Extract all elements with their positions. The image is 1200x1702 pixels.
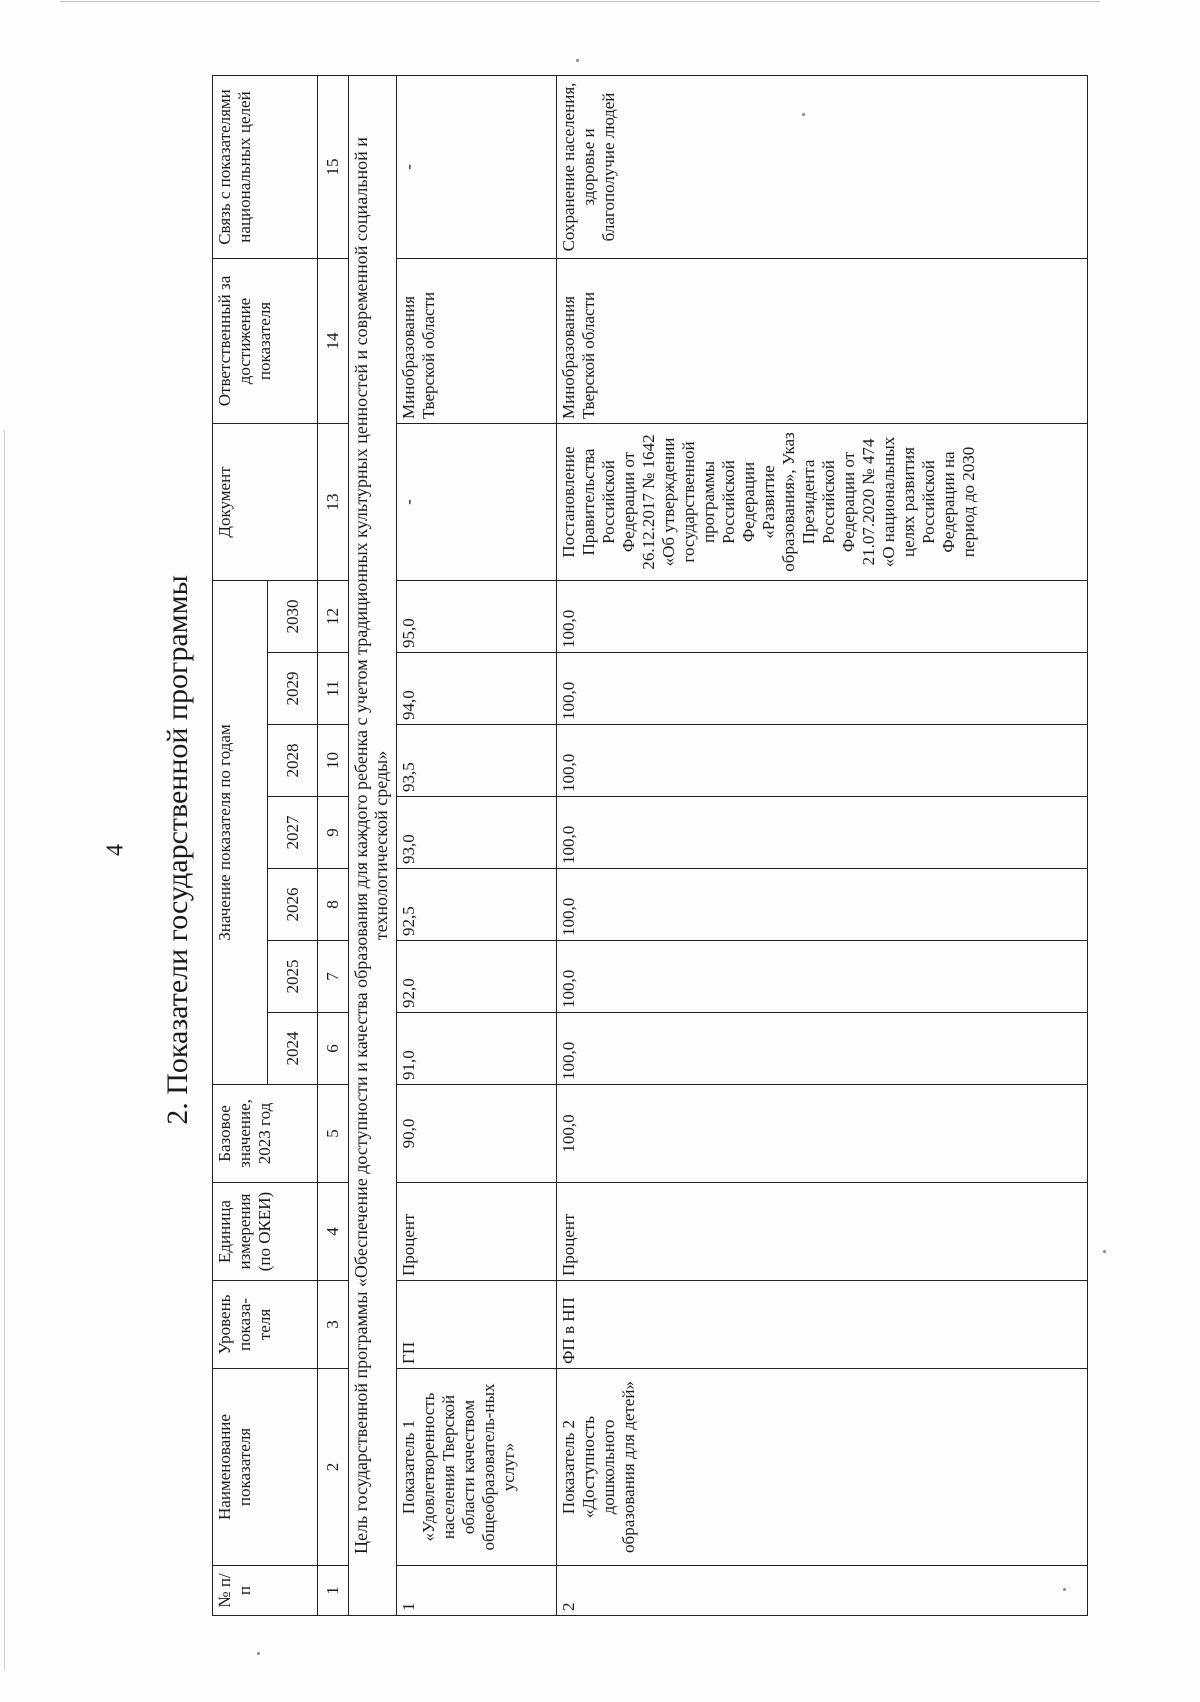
column-number-row: [318, 76, 349, 1616]
column-number: 1: [318, 1566, 349, 1616]
indicator-name: Показатель 1 «Удовлетворенность населения Тверской области качеством общеобразователь-ных услуг»: [397, 1369, 557, 1566]
base-value: 100,0: [557, 1085, 1088, 1183]
indicator-name: Показатель 2 «Доступность дошкольного образования для детей»: [557, 1369, 1088, 1566]
column-number: 11: [318, 653, 349, 725]
year-value: 100,0: [557, 797, 1088, 869]
header-year: 2024: [268, 1013, 318, 1085]
column-number: 8: [318, 869, 349, 941]
year-value: 100,0: [557, 869, 1088, 941]
year-value: 100,0: [557, 581, 1088, 653]
column-number: 9: [318, 797, 349, 869]
indicator-level: ФП в НП: [557, 1281, 1088, 1369]
indicator-responsible: Минобразования Тверской области: [397, 259, 557, 424]
indicator-document: -: [397, 424, 557, 581]
column-number: 15: [318, 76, 349, 259]
indicator-responsible: Минобразования Тверской области: [557, 259, 1088, 424]
header-year: 2028: [268, 725, 318, 797]
indicator-unit: Процент: [397, 1183, 557, 1281]
year-value: 94,0: [397, 653, 557, 725]
scan-speck: [576, 59, 579, 62]
header-values: Значение показателя по годам: [213, 581, 268, 1085]
header-responsible: Ответственный за достижение показателя: [213, 259, 318, 424]
row-no: 1: [397, 1566, 557, 1616]
column-number: 4: [318, 1183, 349, 1281]
scan-speck: [802, 113, 805, 116]
page-number: 4: [102, 844, 129, 856]
table-row: [557, 76, 1088, 1616]
header-name: Наименование показателя: [213, 1369, 318, 1566]
column-number: 6: [318, 1013, 349, 1085]
program-goal: Цель государственной программы «Обеспечение доступности и качества образования для каждого ребенка с учетом традиционных культурных ценностей и современной социальной и технологической среды»: [349, 76, 397, 1616]
column-number: 13: [318, 424, 349, 581]
header-link: Связь с показателями национальных целей: [213, 76, 318, 259]
year-value: 95,0: [397, 581, 557, 653]
indicator-level: ГП: [397, 1281, 557, 1369]
indicators-table: [212, 75, 1088, 1616]
year-value: 91,0: [397, 1013, 557, 1085]
indicator-link: Сохранение населения, здоровье и благополучие людей: [557, 76, 1088, 259]
year-value: 100,0: [557, 941, 1088, 1013]
header-year: 2027: [268, 797, 318, 869]
header-no: № п/п: [213, 1566, 318, 1616]
indicators-table-rotated: [212, 76, 1117, 1616]
scan-line-left: [4, 430, 5, 1670]
year-value: 93,5: [397, 725, 557, 797]
year-value: 92,5: [397, 869, 557, 941]
year-value: 100,0: [557, 1013, 1088, 1085]
column-number: 2: [318, 1369, 349, 1566]
scan-speck: [1103, 1250, 1106, 1253]
year-value: 100,0: [557, 653, 1088, 725]
scan-speck: [1063, 1588, 1066, 1591]
scan-speck: [257, 1652, 260, 1655]
column-number: 10: [318, 725, 349, 797]
year-value: 100,0: [557, 725, 1088, 797]
column-number: 5: [318, 1085, 349, 1183]
table-row: [397, 76, 557, 1616]
column-number: 12: [318, 581, 349, 653]
row-no: 2: [557, 1566, 1088, 1616]
header-level: Уровень показа-теля: [213, 1281, 318, 1369]
column-number: 14: [318, 259, 349, 424]
year-value: 93,0: [397, 797, 557, 869]
section-heading: 2. Показатели государственной программы: [161, 575, 194, 1125]
header-year: 2025: [268, 941, 318, 1013]
header-base: Базовое значение, 2023 год: [213, 1085, 318, 1183]
header-document: Документ: [213, 424, 318, 581]
scan-line-top: [60, 1, 1100, 2]
header-year: 2030: [268, 581, 318, 653]
base-value: 90,0: [397, 1085, 557, 1183]
year-value: 92,0: [397, 941, 557, 1013]
indicator-link: -: [397, 76, 557, 259]
column-number: 7: [318, 941, 349, 1013]
indicator-document: Постановление Правительства Российской Федерации от 26.12.2017 № 1642 «Об утверждении государственной программы Российской Федерации «Развитие образования», Указ Президента Российской Федерации от 21.07.2020 № 474 «О национальных целях развития Российской Федерации на период до 2030: [557, 424, 1088, 581]
header-unit: Единица измерения (по ОКЕИ): [213, 1183, 318, 1281]
column-number: 3: [318, 1281, 349, 1369]
indicator-unit: Процент: [557, 1183, 1088, 1281]
header-year: 2026: [268, 869, 318, 941]
header-year: 2029: [268, 653, 318, 725]
